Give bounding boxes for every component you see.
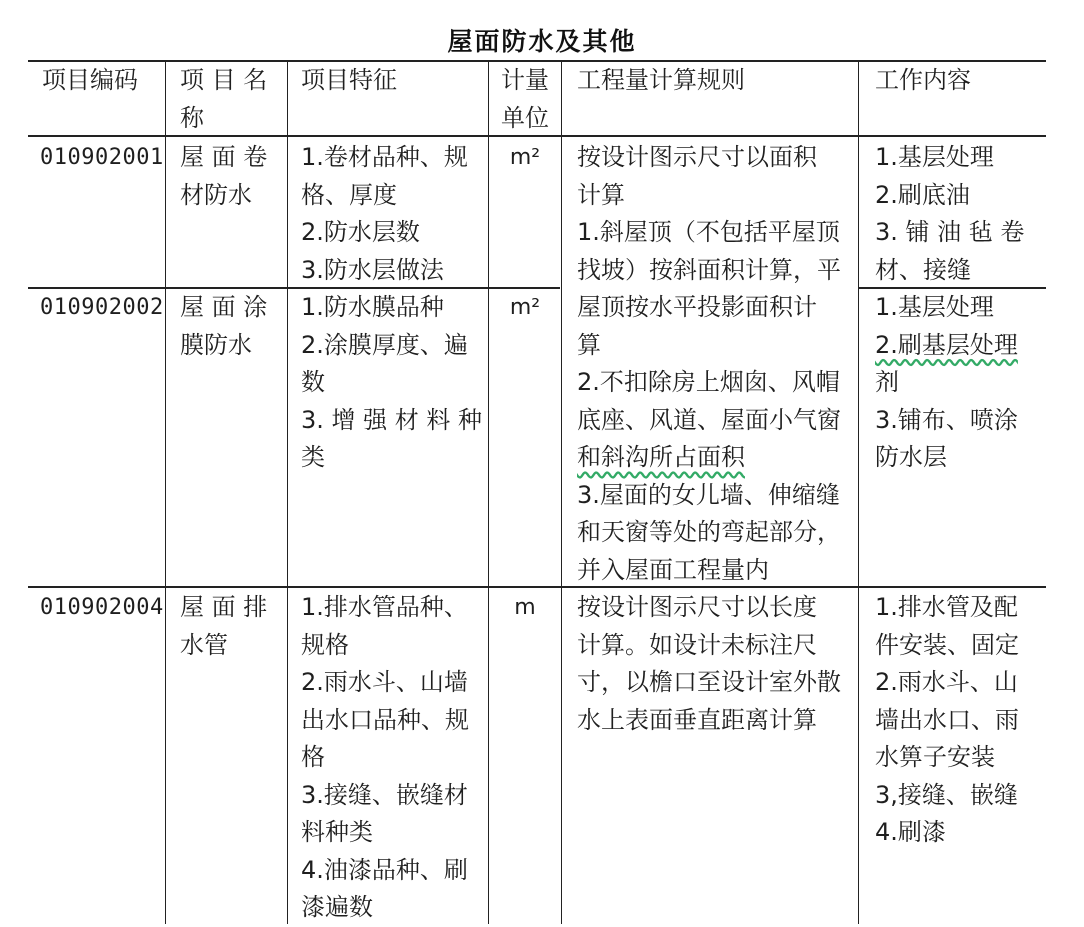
row1-work: 1.基层处理 2.刷底油 3. 铺 油 毡 卷 材、接缝 <box>875 143 1025 284</box>
header-unit: 计量 单位 <box>501 66 549 132</box>
row3-features: 1.排水管品种、 规格 2.雨水斗、山墙 出水口品种、规 格 3.接缝、嵌缝材 料种类 4.油漆品种、刷 漆遍数 <box>301 593 469 921</box>
header-rules: 工程量计算规则 <box>577 66 745 94</box>
header-code: 项目编码 <box>42 66 138 94</box>
row2-work: 1.基层处理 2.刷基层处理 剂 3.铺布、喷涂 防水层 <box>875 293 1018 471</box>
page-title: 屋面防水及其他 <box>447 27 637 56</box>
row1-unit: m² <box>509 145 541 170</box>
row3-unit: m <box>514 595 536 620</box>
header-features: 项目特征 <box>301 66 397 94</box>
header-name: 项 目 名 称 <box>180 66 268 132</box>
row3-rules: 按设计图示尺寸以长度 计算。如设计未标注尺 寸，以檐口至设计室外散 水上表面垂直距离计算 <box>577 593 841 734</box>
row1-code: 010902001 <box>40 145 164 170</box>
row3-code: 010902004 <box>40 595 164 620</box>
row1-name: 屋 面 卷 材防水 <box>180 143 268 209</box>
row2-bottom-border <box>28 586 1046 588</box>
col-divider-3 <box>488 60 489 924</box>
header-work: 工作内容 <box>875 66 971 94</box>
specification-table <box>28 60 1046 924</box>
col-divider-1 <box>165 60 166 924</box>
col-divider-4 <box>561 60 562 924</box>
row2-name: 屋 面 涂 膜防水 <box>180 293 268 359</box>
row3-name: 屋 面 排 水管 <box>180 593 268 659</box>
col-divider-5 <box>858 60 859 924</box>
row2-unit: m² <box>509 295 541 320</box>
shared-rules: 按设计图示尺寸以面积 计算 1.斜屋顶（不包括平屋顶 找坡）按斜面积计算，平 屋顶按水平投影面积计 算 2.不扣除房上烟囱、风帽 底座、风道、屋面小气窗 和斜沟所占面积 3.屋面的女儿墙、伸缩缝 和天窗等处的弯起部分， 并入屋面工程量内 <box>577 143 841 584</box>
col-divider-2 <box>287 60 288 924</box>
row2-code: 010902002 <box>40 295 164 320</box>
row2-features: 1.防水膜品种 2.涂膜厚度、遍 数 3. 增 强 材 料 种 类 <box>301 293 483 471</box>
row3-work: 1.排水管及配 件安装、固定 2.雨水斗、山 墙出水口、雨 水箅子安装 3,接缝、嵌缝 4.刷漆 <box>875 593 1019 846</box>
row1-features: 1.卷材品种、规 格、厚度 2.防水层数 3.防水层做法 <box>301 143 468 284</box>
